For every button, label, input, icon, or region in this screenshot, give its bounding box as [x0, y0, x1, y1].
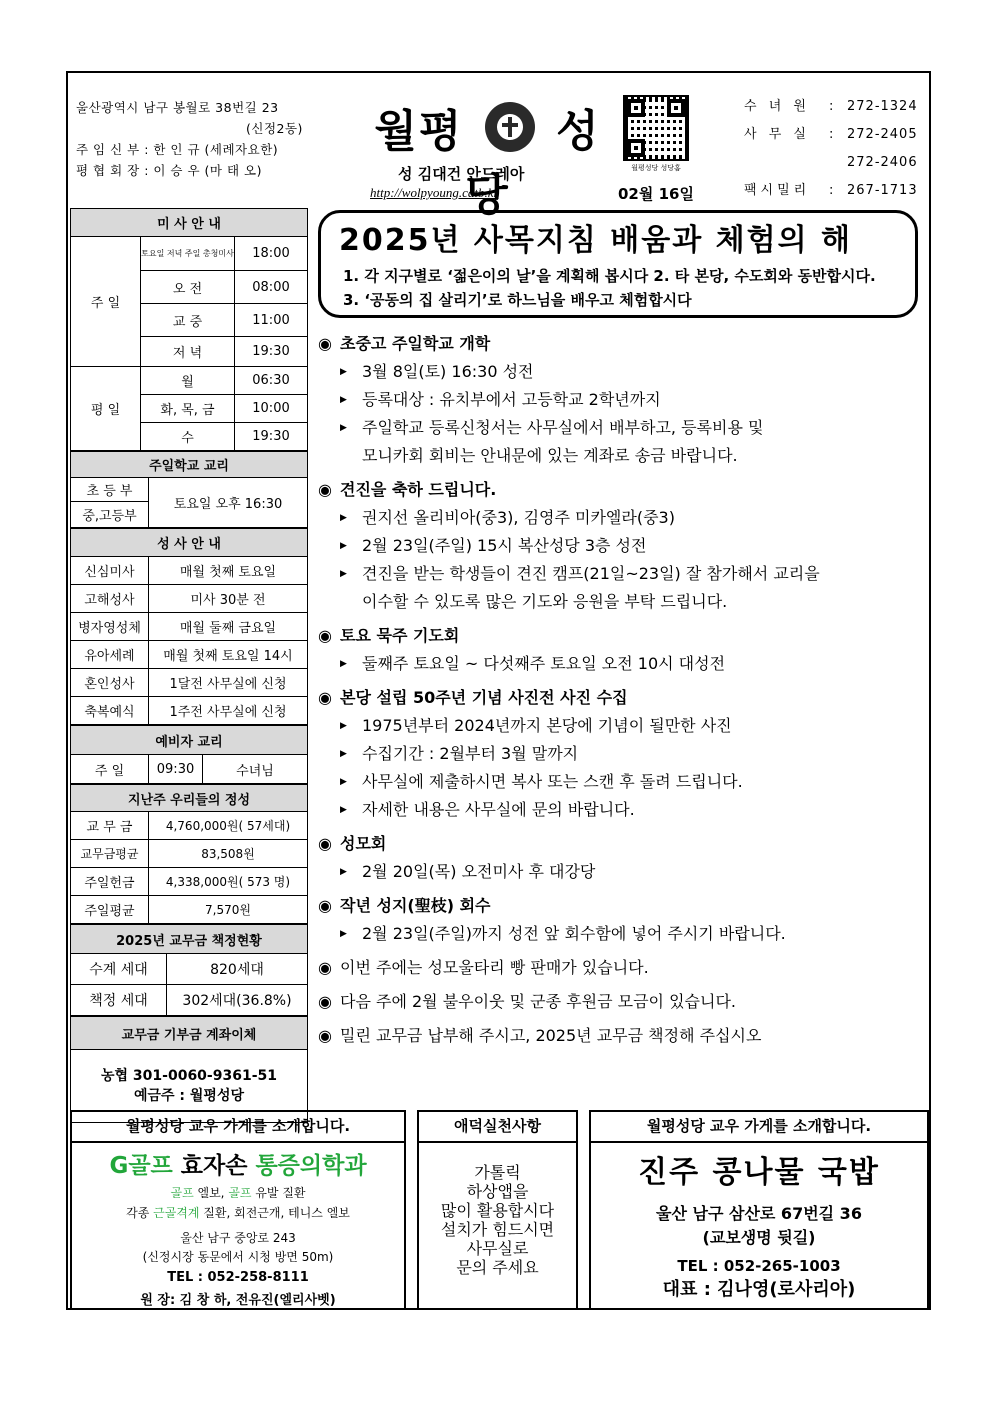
ad-right-addr1: 울산 남구 삼산로 67번길 36 — [656, 1204, 862, 1223]
charity-line: 사무실로 — [466, 1239, 529, 1258]
ad-left — [70, 1110, 406, 1310]
pledge-name: 책정 세대 — [71, 985, 167, 1016]
notice-title: ◉ 초중고 주일학교 개학 — [318, 330, 918, 358]
ads-row — [70, 1110, 931, 1308]
qr-code-icon[interactable] — [623, 95, 689, 161]
sacrament-name: 고해성사 — [71, 585, 149, 613]
notice-item: ▶ 견진을 받는 학생들이 견진 캠프(21일~23일) 잘 참가해서 교리을 이수할 수 있도록 많은 기도와 응원을 부탁 드립니다. — [318, 560, 918, 616]
bullet-icon: ◉ — [318, 958, 332, 977]
mass-name: 토요일 저녁 주일 총청미사 — [141, 237, 235, 271]
offering-title: 지난주 우리들의 정성 — [71, 785, 308, 812]
sacrament-table — [70, 528, 308, 725]
triangle-bullet-icon: ▶ — [340, 569, 347, 579]
triangle-bullet-icon: ▶ — [340, 659, 347, 669]
ad-left-addr1: 울산 남구 중앙로 243 — [180, 1231, 296, 1245]
notice-title: ◉ 작년 성지(聖枝) 회수 — [318, 892, 918, 920]
notice-section — [318, 622, 918, 678]
ad-left-addr2: (신정시장 동문에서 시청 방면 50m) — [142, 1250, 334, 1264]
banner-line1: 1. 각 지구별로 ‘젊은이의 날’을 계획해 봅시다 2. 타 본당, 수도회와 동반합시다. — [343, 267, 876, 285]
mass-time: 10:00 — [235, 395, 308, 423]
sacrament-value: 미사 30분 전 — [149, 585, 308, 613]
ad-right-addr2: (교보생명 뒷길) — [702, 1228, 816, 1247]
sacrament-value: 매월 첫째 토요일 — [149, 557, 308, 585]
triangle-bullet-icon: ▶ — [340, 423, 347, 433]
charity-line: 가톨릭 — [474, 1163, 521, 1182]
triangle-bullet-icon: ▶ — [340, 805, 347, 815]
sacrament-value: 1주전 사무실에 신청 — [149, 697, 308, 725]
offering-name: 주일평균 — [71, 896, 149, 924]
offering-name: 주일헌금 — [71, 868, 149, 896]
notice-section — [318, 830, 918, 886]
church-name-left: 월평 — [374, 106, 464, 157]
contact-row: 팩시밀리 : 267-1713 — [744, 183, 918, 198]
pledge-name: 수계 세대 — [71, 954, 167, 985]
catechumen-teacher: 수녀님 — [203, 755, 308, 784]
triangle-bullet-icon: ▶ — [340, 541, 347, 551]
bullet-icon: ◉ — [318, 1026, 332, 1045]
bullet-icon: ◉ — [318, 688, 332, 707]
offering-table — [70, 784, 308, 924]
pledge-value: 820세대 — [167, 954, 308, 985]
triangle-bullet-icon: ▶ — [340, 777, 347, 787]
pledge-table — [70, 924, 308, 1016]
church-title — [360, 95, 615, 223]
ad-right — [589, 1110, 929, 1310]
notice-list — [318, 330, 918, 1056]
ad-middle-heading: 애덕실천사항 — [419, 1112, 576, 1143]
notice-title: ◉ 토요 묵주 기도회 — [318, 622, 918, 650]
bullet-icon: ◉ — [318, 992, 332, 1011]
sacrament-name: 혼인성사 — [71, 669, 149, 697]
ad-line2: 각종 근골격계 질환, 회전근개, 테니스 엘보 — [126, 1206, 350, 1220]
pastor: 주 임 신 부 : 한 인 규 (세례자요한) — [76, 142, 279, 157]
charity-line: 문의 주세요 — [456, 1258, 539, 1277]
address-line1: 울산광역시 남구 봉월로 38번길 23 — [76, 100, 279, 115]
contact-row: 사 무 실 : 272-2405 — [744, 127, 918, 142]
mass-title: 미 사 안 내 — [71, 209, 308, 237]
triangle-bullet-icon: ▶ — [340, 513, 347, 523]
bulletin-frame — [66, 71, 931, 1310]
ad-clinic-name-mid: 효자손 — [180, 1153, 248, 1179]
council-president: 평 협 회 장 : 이 승 우 (마 태 오) — [76, 163, 262, 178]
triangle-bullet-icon: ▶ — [340, 749, 347, 759]
mass-name: 오 전 — [141, 271, 235, 304]
weekday-label: 평 일 — [71, 367, 141, 451]
notice-item: ▶ 2월 23일(주일)까지 성전 앞 회수함에 넣어 주시기 바랍니다. — [318, 920, 918, 948]
contact-list — [744, 93, 918, 205]
website-link[interactable]: http://wolpyoung.catb.kr — [370, 185, 499, 200]
church-name-right: 성당 — [465, 106, 601, 221]
mass-schedule-table — [70, 208, 308, 451]
bullet-icon: ◉ — [318, 334, 332, 353]
notice-item: ▶ 수집기간 : 2월부터 3월 말까지 — [318, 740, 918, 768]
ad-line1: 골프 엘보, 골프 유발 질환 — [170, 1186, 306, 1200]
catechumen-title: 예비자 교리 — [71, 726, 308, 755]
mass-name: 월 — [141, 367, 235, 395]
notice-item: ▶ 자세한 내용은 사무실에 문의 바랍니다. — [318, 796, 918, 824]
offering-value: 83,508원 — [149, 840, 308, 868]
ad-clinic-name-g: G골프 — [109, 1153, 173, 1179]
catechumen-table — [70, 725, 308, 784]
mass-time: 06:30 — [235, 367, 308, 395]
sacrament-name: 병자영성체 — [71, 613, 149, 641]
ad-middle — [417, 1110, 578, 1310]
school-time: 토요일 오후 16:30 — [149, 478, 308, 528]
notice-title: ◉ 다음 주에 2월 불우이웃 및 군종 후원금 모금이 있습니다. — [318, 988, 918, 1016]
mass-name: 저 녁 — [141, 337, 235, 367]
notice-item: ▶ 주일학교 등록신청서는 사무실에서 배부하고, 등록비용 및 모니카회 회비는 안내문에 있는 계좌로 송금 바랍니다. — [318, 414, 918, 470]
charity-line: 하상앱을 — [466, 1182, 529, 1201]
notice-item: ▶ 2월 23일(주일) 15시 복산성당 3층 성전 — [318, 532, 918, 560]
sacrament-name: 축복예식 — [71, 697, 149, 725]
pastoral-banner — [318, 210, 918, 318]
ad-right-rep: 대표 : 김나영(로사리아) — [662, 1279, 856, 1300]
contact-row: 272-2406 — [847, 155, 918, 170]
pledge-title: 2025년 교무금 책정현황 — [71, 925, 308, 954]
ad-left-tel: TEL : 052-258-8111 — [167, 1270, 309, 1285]
notice-section — [318, 1022, 918, 1050]
header-address-block — [76, 97, 303, 181]
account-table — [70, 1016, 308, 1123]
notice-item: ▶ 등록대상 : 유치부에서 고등학교 2학년까지 — [318, 386, 918, 414]
mass-name: 수 — [141, 423, 235, 451]
bullet-icon: ◉ — [318, 626, 332, 645]
sacrament-value: 매월 둘째 금요일 — [149, 613, 308, 641]
sacrament-name: 유아세례 — [71, 641, 149, 669]
account-title: 교무금 기부금 계좌이체 — [71, 1017, 308, 1050]
mass-time: 08:00 — [235, 271, 308, 304]
sacrament-title: 성 사 안 내 — [71, 529, 308, 557]
sacrament-value: 매월 첫째 토요일 14시 — [149, 641, 308, 669]
notice-section — [318, 330, 918, 470]
triangle-bullet-icon: ▶ — [340, 867, 347, 877]
qr-caption: 월평성당 성당홈 — [631, 164, 681, 172]
mass-name: 화, 목, 금 — [141, 395, 235, 423]
notice-item: ▶ 1975년부터 2024년까지 본당에 기념이 될만한 사진 — [318, 712, 918, 740]
church-seal-icon — [485, 102, 535, 152]
charity-line: 많이 활용합시다 — [440, 1201, 555, 1220]
bullet-icon: ◉ — [318, 834, 332, 853]
mass-time: 11:00 — [235, 304, 308, 337]
triangle-bullet-icon: ▶ — [340, 721, 347, 731]
address-line2: (신정2동) — [246, 121, 303, 136]
notice-section — [318, 892, 918, 948]
sunday-school-table — [70, 451, 308, 528]
notice-section — [318, 954, 918, 982]
issue-date: 02월 16일 — [618, 185, 694, 203]
notice-section — [318, 988, 918, 1016]
notice-title: ◉ 성모회 — [318, 830, 918, 858]
triangle-bullet-icon: ▶ — [340, 395, 347, 405]
school-group: 초 등 부 — [71, 478, 149, 502]
banner-title: 2025년 사목지침 배움과 체험의 해 — [339, 223, 853, 258]
header — [68, 73, 929, 221]
notice-item: ▶ 3월 8일(토) 16:30 성전 — [318, 358, 918, 386]
catechumen-day: 주 일 — [71, 755, 149, 784]
mass-time: 18:00 — [235, 237, 308, 271]
mass-time: 19:30 — [235, 423, 308, 451]
notice-item: ▶ 권지선 올리비아(중3), 김영주 미카엘라(중3) — [318, 504, 918, 532]
sidebar — [70, 208, 308, 1123]
contact-row: 수 녀 원 : 272-1324 — [744, 99, 918, 114]
notice-item: ▶ 2월 20일(목) 오전미사 후 대강당 — [318, 858, 918, 886]
bullet-icon: ◉ — [318, 896, 332, 915]
ad-restaurant-name: 진주 콩나물 국밥 — [638, 1155, 880, 1190]
triangle-bullet-icon: ▶ — [340, 929, 347, 939]
ad-right-tel: TEL : 052-265-1003 — [677, 1257, 841, 1275]
account-number: 농협 301-0060-9361-51 — [101, 1068, 277, 1084]
sacrament-value: 1달전 사무실에 신청 — [149, 669, 308, 697]
notice-section — [318, 684, 918, 824]
banner-line2: 3. ‘공동의 집 살리기’로 하느님을 배우고 체험합시다 — [343, 291, 692, 309]
mass-name: 교 중 — [141, 304, 235, 337]
ad-right-heading: 월평성당 교우 가게를 소개합니다. — [591, 1112, 927, 1143]
sunday-school-title: 주일학교 교리 — [71, 452, 308, 478]
mass-time: 19:30 — [235, 337, 308, 367]
triangle-bullet-icon: ▶ — [340, 367, 347, 377]
notice-item: ▶ 둘째주 토요일 ~ 다섯째주 토요일 오전 10시 대성전 — [318, 650, 918, 678]
notice-title: ◉ 밀린 교무금 납부해 주시고, 2025년 교무금 책정해 주십시오 — [318, 1022, 918, 1050]
offering-name: 교 무 금 — [71, 812, 149, 840]
ad-left-heading: 월평성당 교우 가게를 소개합니다. — [72, 1112, 404, 1143]
notice-section — [318, 476, 918, 616]
notice-title: ◉ 이번 주에는 성모울타리 빵 판매가 있습니다. — [318, 954, 918, 982]
sunday-label: 주 일 — [71, 237, 141, 367]
notice-item: ▶ 사무실에 제출하시면 복사 또는 스캔 후 돌려 드립니다. — [318, 768, 918, 796]
offering-value: 4,338,000원( 573 명) — [149, 868, 308, 896]
pledge-value: 302세대(36.8%) — [167, 985, 308, 1016]
ad-left-director: 원 장: 김 창 하, 전유진(엘리사벳) — [140, 1293, 336, 1308]
charity-line: 설치가 힘드시면 — [440, 1220, 555, 1239]
offering-name: 교무금평균 — [71, 840, 149, 868]
bullet-icon: ◉ — [318, 480, 332, 499]
offering-value: 7,570원 — [149, 896, 308, 924]
catechumen-time: 09:30 — [149, 755, 203, 784]
patron-saint: 성 김대건 안드레아 — [398, 165, 525, 183]
account-holder: 예금주 : 월평성당 — [133, 1088, 244, 1104]
notice-title: ◉ 본당 설립 50주년 기념 사진전 사진 수집 — [318, 684, 918, 712]
notice-title: ◉ 견진을 축하 드립니다. — [318, 476, 918, 504]
ad-clinic-name-end: 통증의학과 — [255, 1153, 367, 1179]
sacrament-name: 신심미사 — [71, 557, 149, 585]
offering-value: 4,760,000원( 57세대) — [149, 812, 308, 840]
school-group: 중,고등부 — [71, 502, 149, 528]
